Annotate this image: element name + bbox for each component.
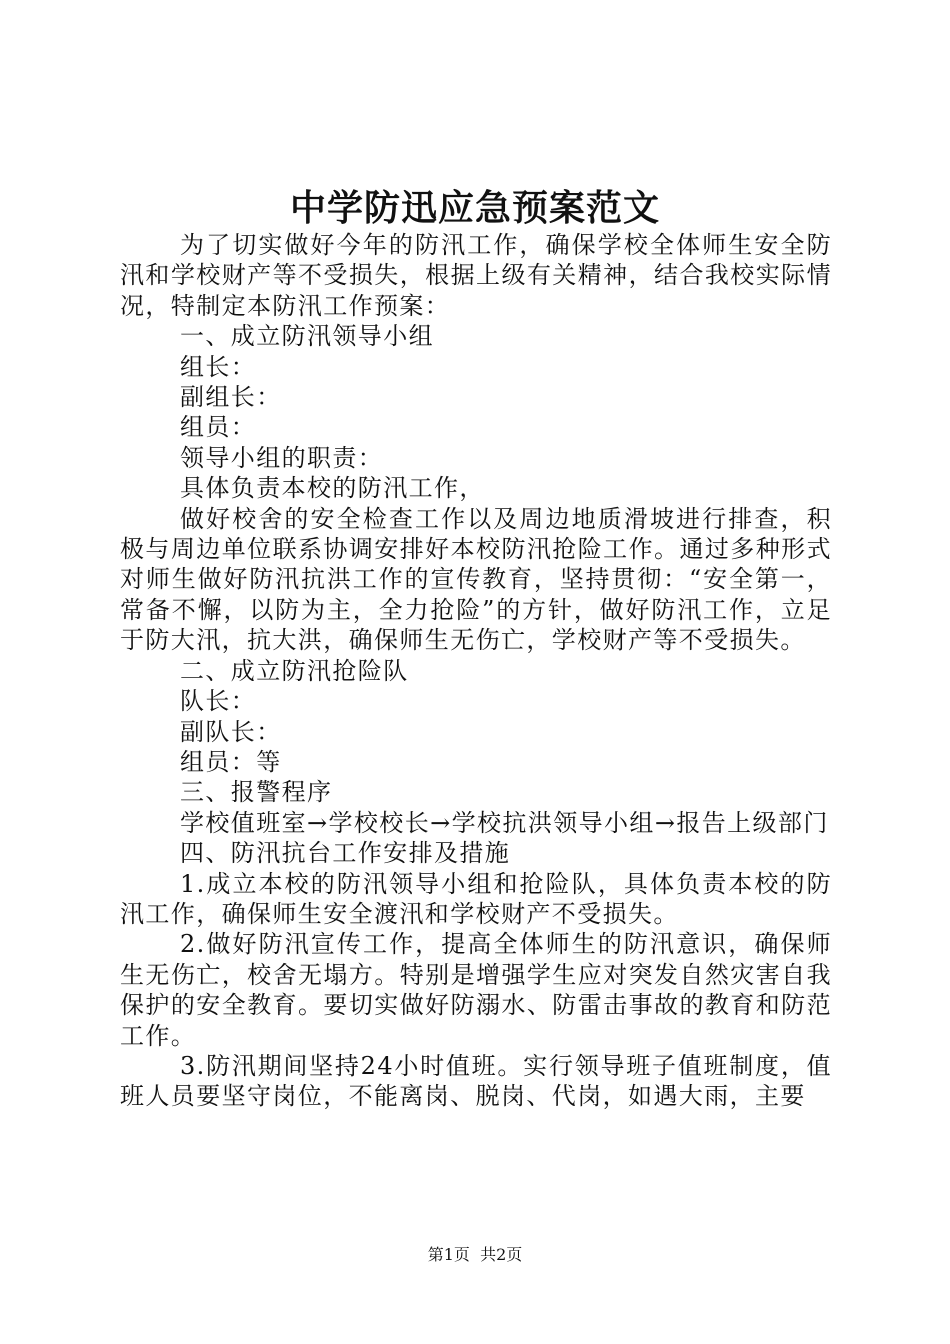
paragraph-deputy-leader: 副组长：	[180, 383, 282, 412]
paragraph-members: 组员：	[180, 413, 257, 442]
document-body	[120, 230, 832, 1112]
paragraph-alarm-procedure: 学校值班室→学校校长→学校抗洪领导小组→报告上级部门	[180, 808, 829, 837]
paragraph-leader: 组长：	[180, 352, 257, 381]
paragraph-duty-2: 做好校舍的安全检查工作以及周边地质滑坡进行排查，积极与周边单位联系协调安排好本校防汛抢险工作。通过多种形式对师生做好防汛抗洪工作的宣传教育，坚持贯彻：“安全第一，常备不懈，以防为主，全力抢险”的方针，做好防汛工作，立足于防大汛，抗大洪，确保师生无伤亡，学校财产等不受损失。	[120, 504, 832, 655]
section-heading-4: 四、防汛抗台工作安排及措施	[180, 839, 511, 868]
paragraph-duties-heading: 领导小组的职责：	[180, 443, 384, 472]
page-number-current: 第1页	[427, 1245, 470, 1264]
section-heading-2: 二、成立防汛抢险队	[180, 656, 409, 685]
page-footer	[0, 1245, 950, 1265]
paragraph-measure-3: 3.防汛期间坚持24小时值班。实行领导班子值班制度，值班人员要坚守岗位，不能离岗、脱岗、代岗，如遇大雨，主要	[120, 1051, 832, 1111]
paragraph-intro: 为了切实做好今年的防汛工作，确保学校全体师生安全防汛和学校财产等不受损失，根据上级有关精神，结合我校实际情况，特制定本防汛工作预案：	[120, 231, 832, 320]
paragraph-deputy-team-leader: 副队长：	[180, 717, 282, 746]
page-number-total: 共2页	[480, 1245, 523, 1264]
section-heading-3: 三、报警程序	[180, 778, 333, 807]
paragraph-duty-1: 具体负责本校的防汛工作，	[180, 474, 485, 503]
paragraph-measure-2: 2.做好防汛宣传工作，提高全体师生的防汛意识，确保师生无伤亡，校舍无塌方。特别是增强学生应对突发自然灾害自我保护的安全教育。要切实做好防溺水、防雷击事故的教育和防范工作。	[120, 930, 832, 1050]
paragraph-team-members: 组员：等	[180, 747, 282, 776]
paragraph-team-leader: 队长：	[180, 687, 257, 716]
section-heading-1: 一、成立防汛领导小组	[180, 322, 434, 351]
document-title: 中学防迅应急预案范文	[289, 187, 660, 229]
paragraph-measure-1: 1.成立本校的防汛领导小组和抢险队，具体负责本校的防汛工作，确保师生安全渡汛和学校财产不受损失。	[120, 869, 832, 928]
